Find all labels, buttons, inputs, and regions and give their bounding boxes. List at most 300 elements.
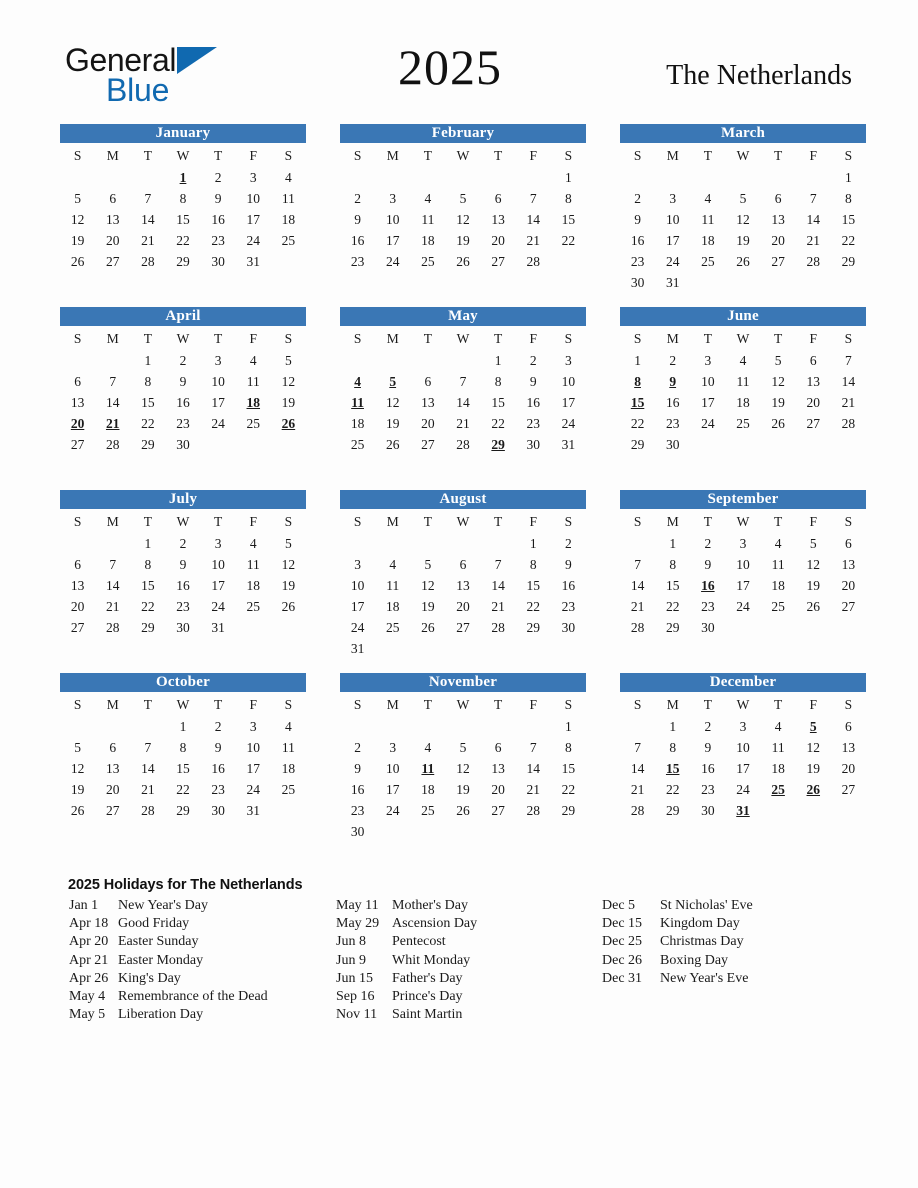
month-day-grid bbox=[620, 511, 866, 638]
day-cell: 24 bbox=[246, 232, 261, 248]
weekday-header: M bbox=[386, 148, 399, 163]
day-cell: 17 bbox=[665, 232, 680, 248]
weekday-header: W bbox=[736, 514, 750, 529]
day-cell: 6 bbox=[494, 739, 502, 755]
week-row bbox=[60, 800, 306, 821]
weekday-header: T bbox=[143, 697, 152, 712]
day-cell-empty bbox=[690, 272, 725, 293]
day-cell: 19 bbox=[385, 415, 400, 431]
day-cell: 25 bbox=[421, 253, 435, 269]
day-cell: 24 bbox=[701, 415, 715, 431]
day-cell: 29 bbox=[561, 802, 576, 818]
holidays-section-title: 2025 Holidays for The Netherlands bbox=[68, 877, 303, 893]
week-row bbox=[340, 575, 586, 596]
month-name-header: March bbox=[620, 124, 866, 143]
day-cell: 18 bbox=[701, 232, 715, 248]
month-day-grid bbox=[340, 145, 586, 272]
day-cell-empty bbox=[340, 350, 375, 371]
day-cell: 10 bbox=[211, 373, 225, 389]
day-cell: 26 bbox=[806, 598, 821, 614]
day-cell: 2 bbox=[669, 352, 677, 368]
general-blue-logo bbox=[60, 44, 300, 106]
holiday-date: Nov 11 bbox=[336, 1007, 378, 1023]
holiday-list-item bbox=[336, 915, 602, 933]
week-row bbox=[60, 533, 306, 554]
day-cell: 17 bbox=[211, 577, 225, 593]
day-cell-empty bbox=[725, 272, 760, 293]
weekday-header: M bbox=[386, 514, 399, 529]
day-cell: 30 bbox=[630, 274, 645, 290]
weekday-header: S bbox=[844, 697, 853, 712]
day-cell: 28 bbox=[491, 619, 505, 635]
day-cell: 12 bbox=[281, 556, 296, 572]
day-cell: 8 bbox=[565, 190, 572, 206]
month-name-header: September bbox=[620, 490, 866, 509]
holiday-list-item bbox=[60, 933, 336, 951]
day-cell: 2 bbox=[354, 739, 361, 755]
day-cell: 29 bbox=[841, 253, 856, 269]
day-cell: 8 bbox=[144, 556, 152, 572]
week-row bbox=[340, 371, 586, 392]
day-cell: 26 bbox=[771, 415, 785, 431]
holidays-column bbox=[336, 897, 602, 1024]
weekday-header-row bbox=[340, 145, 586, 167]
day-cell: 1 bbox=[529, 535, 537, 551]
day-cell: 3 bbox=[565, 352, 572, 368]
day-cell: 19 bbox=[456, 781, 470, 797]
week-row bbox=[60, 434, 306, 455]
day-cell: 7 bbox=[109, 373, 117, 389]
holiday-name: Mother's Day bbox=[392, 898, 469, 913]
day-cell: 11 bbox=[281, 739, 295, 755]
day-cell: 22 bbox=[176, 232, 190, 248]
day-cell-empty bbox=[445, 350, 480, 371]
day-cell-empty bbox=[796, 272, 831, 293]
month-name-header: January bbox=[60, 124, 306, 143]
day-cell: 21 bbox=[630, 781, 645, 797]
day-cell: 14 bbox=[806, 211, 821, 227]
day-cell: 22 bbox=[491, 415, 505, 431]
day-cell-empty bbox=[620, 167, 655, 188]
week-row bbox=[340, 533, 586, 554]
day-cell: 2 bbox=[214, 169, 222, 185]
day-cell: 14 bbox=[841, 373, 856, 389]
day-cell: 18 bbox=[350, 415, 365, 431]
day-cell: 22 bbox=[561, 232, 576, 248]
day-cell: 27 bbox=[421, 436, 435, 452]
month-day-grid bbox=[60, 145, 306, 272]
day-cell: 20 bbox=[491, 781, 505, 797]
week-row bbox=[620, 392, 866, 413]
day-cell: 23 bbox=[630, 253, 645, 269]
day-cell-empty bbox=[340, 533, 375, 554]
day-cell: 4 bbox=[285, 718, 292, 734]
day-cell: 7 bbox=[459, 373, 467, 389]
page-header bbox=[0, 0, 918, 120]
day-cell: 25 bbox=[246, 415, 261, 431]
week-row bbox=[620, 434, 866, 455]
day-cell-empty bbox=[410, 638, 445, 659]
day-cell: 21 bbox=[806, 232, 821, 248]
day-cell-empty bbox=[236, 617, 271, 638]
day-cell: 26 bbox=[70, 802, 85, 818]
weekday-header: T bbox=[494, 697, 503, 712]
day-cell: 2 bbox=[565, 535, 572, 551]
day-cell-empty bbox=[481, 167, 516, 188]
day-cell-empty bbox=[340, 167, 375, 188]
holiday-date: Dec 26 bbox=[602, 952, 643, 968]
day-cell-empty bbox=[130, 167, 165, 188]
day-cell: 7 bbox=[529, 739, 537, 755]
day-cell: 14 bbox=[630, 760, 645, 776]
day-cell: 8 bbox=[529, 556, 537, 572]
weekday-header: T bbox=[774, 148, 783, 163]
day-cell-empty bbox=[551, 638, 586, 659]
day-cell: 3 bbox=[214, 535, 222, 551]
month-block-october bbox=[60, 673, 306, 856]
holiday-date: May 5 bbox=[69, 1007, 106, 1023]
weekday-header: T bbox=[703, 514, 712, 529]
day-cell-empty bbox=[796, 167, 831, 188]
weekday-header: W bbox=[176, 331, 190, 346]
day-cell: 29 bbox=[665, 802, 680, 818]
holiday-name: Prince's Day bbox=[392, 989, 463, 1005]
day-cell: 18 bbox=[385, 598, 400, 614]
day-cell-empty bbox=[236, 434, 271, 455]
holidays-section bbox=[0, 877, 918, 1024]
week-row bbox=[620, 371, 866, 392]
day-cell: 6 bbox=[845, 718, 852, 734]
day-cell: 21 bbox=[526, 232, 541, 248]
day-cell-empty bbox=[831, 434, 866, 455]
day-cell: 16 bbox=[701, 760, 715, 776]
month-block-september bbox=[620, 490, 866, 673]
weekday-header: S bbox=[844, 148, 853, 163]
page-title-country: The Netherlands bbox=[666, 60, 852, 91]
day-cell-holiday: 9 bbox=[669, 373, 677, 389]
day-cell: 24 bbox=[350, 619, 365, 635]
holiday-name: New Year's Day bbox=[118, 898, 209, 913]
day-cell: 28 bbox=[141, 802, 155, 818]
day-cell: 8 bbox=[144, 373, 152, 389]
day-cell: 6 bbox=[74, 373, 81, 389]
day-cell-holiday: 21 bbox=[105, 415, 120, 431]
day-cell: 26 bbox=[456, 253, 470, 269]
weekday-header: S bbox=[353, 331, 362, 346]
day-cell-empty bbox=[375, 350, 410, 371]
day-cell: 4 bbox=[249, 352, 257, 368]
day-cell: 6 bbox=[74, 556, 81, 572]
day-cell: 6 bbox=[809, 352, 817, 368]
day-cell: 14 bbox=[456, 394, 470, 410]
day-cell: 13 bbox=[70, 394, 85, 410]
day-cell: 7 bbox=[809, 190, 817, 206]
month-name-header: July bbox=[60, 490, 306, 509]
day-cell: 4 bbox=[424, 190, 432, 206]
day-cell: 11 bbox=[421, 211, 435, 227]
day-cell: 12 bbox=[385, 394, 400, 410]
weekday-header: W bbox=[456, 331, 470, 346]
holiday-list-item bbox=[60, 952, 336, 970]
day-cell-empty bbox=[620, 533, 655, 554]
day-cell: 9 bbox=[354, 760, 361, 776]
day-cell: 5 bbox=[774, 352, 782, 368]
day-cell: 19 bbox=[281, 394, 296, 410]
day-cell: 3 bbox=[669, 190, 677, 206]
day-cell: 7 bbox=[144, 739, 152, 755]
day-cell: 30 bbox=[701, 619, 715, 635]
weekday-header: M bbox=[106, 148, 119, 163]
day-cell: 19 bbox=[281, 577, 296, 593]
weekday-header: W bbox=[456, 514, 470, 529]
weekday-header: M bbox=[106, 697, 119, 712]
week-row bbox=[340, 230, 586, 251]
day-cell-empty bbox=[481, 533, 516, 554]
day-cell: 17 bbox=[246, 211, 261, 227]
holiday-date: Dec 31 bbox=[602, 970, 643, 986]
weekday-header: S bbox=[353, 697, 362, 712]
holiday-name: Saint Martin bbox=[392, 1007, 463, 1023]
day-cell: 6 bbox=[845, 535, 852, 551]
day-cell-empty bbox=[481, 821, 516, 842]
week-row bbox=[620, 554, 866, 575]
day-cell: 18 bbox=[421, 232, 435, 248]
day-cell: 6 bbox=[109, 190, 117, 206]
day-cell: 25 bbox=[281, 781, 296, 797]
holiday-name: Easter Sunday bbox=[118, 934, 199, 950]
day-cell: 19 bbox=[421, 598, 435, 614]
weekday-header: W bbox=[736, 148, 750, 163]
day-cell: 1 bbox=[144, 352, 152, 368]
day-cell: 29 bbox=[141, 619, 155, 635]
day-cell: 17 bbox=[246, 760, 261, 776]
day-cell: 5 bbox=[739, 190, 747, 206]
day-cell: 31 bbox=[561, 436, 576, 452]
month-name-header: May bbox=[340, 307, 586, 326]
holiday-list-item bbox=[602, 970, 858, 988]
day-cell-empty bbox=[445, 821, 480, 842]
weekday-header: S bbox=[633, 697, 642, 712]
holiday-date: Sep 16 bbox=[336, 989, 375, 1005]
holiday-list-item bbox=[336, 933, 602, 951]
day-cell: 29 bbox=[630, 436, 645, 452]
weekday-header: T bbox=[774, 331, 783, 346]
month-block-november bbox=[340, 673, 586, 856]
day-cell: 22 bbox=[526, 598, 541, 614]
weekday-header: F bbox=[809, 331, 818, 346]
day-cell: 11 bbox=[771, 739, 785, 755]
week-row bbox=[620, 188, 866, 209]
weekday-header: M bbox=[666, 697, 679, 712]
day-cell-empty bbox=[410, 167, 445, 188]
day-cell: 16 bbox=[526, 394, 541, 410]
holiday-list-item bbox=[60, 970, 336, 988]
week-row bbox=[60, 716, 306, 737]
day-cell-holiday: 26 bbox=[281, 415, 296, 431]
holiday-list-item bbox=[60, 1006, 336, 1024]
day-cell-empty bbox=[725, 167, 760, 188]
day-cell: 14 bbox=[630, 577, 645, 593]
holiday-list-item bbox=[60, 915, 336, 933]
week-row bbox=[340, 779, 586, 800]
day-cell: 18 bbox=[736, 394, 750, 410]
day-cell: 11 bbox=[386, 577, 400, 593]
weekday-header: T bbox=[423, 331, 432, 346]
day-cell-empty bbox=[375, 716, 410, 737]
day-cell-empty bbox=[725, 617, 760, 638]
day-cell: 20 bbox=[841, 577, 856, 593]
day-cell: 13 bbox=[70, 577, 85, 593]
month-name-header: February bbox=[340, 124, 586, 143]
holiday-date: Apr 20 bbox=[69, 934, 109, 950]
day-cell: 12 bbox=[456, 211, 470, 227]
day-cell: 26 bbox=[70, 253, 85, 269]
holiday-name: Christmas Day bbox=[660, 934, 744, 950]
day-cell-empty bbox=[130, 716, 165, 737]
day-cell: 17 bbox=[385, 232, 400, 248]
weekday-header: S bbox=[844, 514, 853, 529]
day-cell: 28 bbox=[526, 253, 541, 269]
day-cell: 16 bbox=[665, 394, 680, 410]
weekday-header: M bbox=[106, 514, 119, 529]
day-cell-empty bbox=[690, 167, 725, 188]
day-cell: 26 bbox=[385, 436, 400, 452]
day-cell-empty bbox=[60, 716, 95, 737]
holiday-date: Apr 21 bbox=[69, 952, 109, 968]
week-row bbox=[340, 737, 586, 758]
holiday-name: Boxing Day bbox=[660, 952, 729, 968]
month-name-header: April bbox=[60, 307, 306, 326]
day-cell: 20 bbox=[70, 598, 85, 614]
weekday-header: T bbox=[143, 148, 152, 163]
month-day-grid bbox=[340, 511, 586, 659]
day-cell: 16 bbox=[350, 781, 365, 797]
day-cell: 4 bbox=[774, 718, 782, 734]
day-cell: 2 bbox=[704, 535, 712, 551]
day-cell: 13 bbox=[456, 577, 470, 593]
weekday-header: T bbox=[214, 148, 223, 163]
weekday-header: S bbox=[564, 331, 573, 346]
day-cell: 20 bbox=[456, 598, 470, 614]
day-cell: 11 bbox=[246, 556, 260, 572]
month-day-grid bbox=[620, 694, 866, 821]
day-cell: 19 bbox=[736, 232, 750, 248]
month-block-march bbox=[620, 124, 866, 307]
weekday-header: S bbox=[284, 514, 293, 529]
holiday-name: Pentecost bbox=[392, 934, 446, 950]
day-cell-empty bbox=[375, 167, 410, 188]
holiday-date: Apr 18 bbox=[69, 916, 109, 932]
day-cell-empty bbox=[831, 617, 866, 638]
month-block-june bbox=[620, 307, 866, 490]
day-cell: 19 bbox=[806, 577, 821, 593]
day-cell: 3 bbox=[389, 739, 397, 755]
day-cell: 31 bbox=[246, 253, 261, 269]
day-cell: 9 bbox=[704, 556, 712, 572]
day-cell: 27 bbox=[105, 802, 120, 818]
holiday-list-item bbox=[60, 897, 336, 915]
week-row bbox=[340, 617, 586, 638]
day-cell: 15 bbox=[176, 760, 190, 776]
day-cell: 5 bbox=[285, 352, 292, 368]
page-title-year: 2025 bbox=[398, 39, 502, 95]
day-cell-empty bbox=[725, 434, 760, 455]
day-cell-empty bbox=[410, 533, 445, 554]
day-cell: 13 bbox=[421, 394, 435, 410]
month-block-may bbox=[340, 307, 586, 490]
day-cell: 1 bbox=[669, 718, 677, 734]
day-cell: 5 bbox=[459, 190, 467, 206]
day-cell: 17 bbox=[701, 394, 715, 410]
day-cell-empty bbox=[95, 716, 130, 737]
holiday-name: St Nicholas' Eve bbox=[660, 898, 753, 913]
day-cell: 15 bbox=[141, 577, 155, 593]
day-cell: 28 bbox=[630, 802, 645, 818]
weekday-header: S bbox=[353, 514, 362, 529]
day-cell-holiday: 16 bbox=[701, 577, 715, 593]
day-cell: 27 bbox=[491, 253, 505, 269]
day-cell-empty bbox=[60, 533, 95, 554]
weekday-header: M bbox=[666, 514, 679, 529]
month-block-april bbox=[60, 307, 306, 490]
day-cell-empty bbox=[831, 272, 866, 293]
weekday-header: S bbox=[564, 697, 573, 712]
day-cell: 11 bbox=[736, 373, 750, 389]
day-cell: 27 bbox=[456, 619, 470, 635]
day-cell-empty bbox=[410, 716, 445, 737]
day-cell: 14 bbox=[141, 760, 155, 776]
week-row bbox=[340, 821, 586, 842]
holiday-list-item bbox=[602, 933, 858, 951]
holiday-date: Dec 25 bbox=[602, 934, 643, 950]
day-cell: 1 bbox=[634, 352, 641, 368]
weekday-header: T bbox=[423, 148, 432, 163]
weekday-header: S bbox=[564, 148, 573, 163]
week-row bbox=[60, 251, 306, 272]
day-cell: 16 bbox=[211, 211, 225, 227]
day-cell-empty bbox=[796, 800, 831, 821]
day-cell: 16 bbox=[176, 577, 190, 593]
day-cell: 22 bbox=[665, 598, 680, 614]
weekday-header: F bbox=[529, 148, 538, 163]
day-cell-empty bbox=[516, 716, 551, 737]
day-cell: 22 bbox=[176, 781, 190, 797]
day-cell: 5 bbox=[459, 739, 467, 755]
weekday-header: T bbox=[494, 331, 503, 346]
day-cell: 24 bbox=[736, 598, 750, 614]
weekday-header: S bbox=[633, 148, 642, 163]
day-cell: 2 bbox=[634, 190, 641, 206]
day-cell: 27 bbox=[491, 802, 505, 818]
day-cell: 21 bbox=[841, 394, 856, 410]
week-row bbox=[620, 617, 866, 638]
holiday-name: Kingdom Day bbox=[660, 916, 740, 932]
day-cell: 7 bbox=[634, 556, 641, 572]
day-cell-holiday: 8 bbox=[634, 373, 641, 389]
day-cell: 16 bbox=[211, 760, 225, 776]
day-cell: 30 bbox=[526, 436, 541, 452]
day-cell: 15 bbox=[665, 577, 680, 593]
month-day-grid bbox=[60, 328, 306, 455]
week-row bbox=[60, 371, 306, 392]
holiday-name: Ascension Day bbox=[392, 916, 478, 932]
week-row bbox=[620, 209, 866, 230]
day-cell: 9 bbox=[634, 211, 641, 227]
day-cell: 29 bbox=[176, 253, 190, 269]
day-cell: 22 bbox=[665, 781, 680, 797]
weekday-header: T bbox=[214, 514, 223, 529]
day-cell: 14 bbox=[526, 211, 541, 227]
